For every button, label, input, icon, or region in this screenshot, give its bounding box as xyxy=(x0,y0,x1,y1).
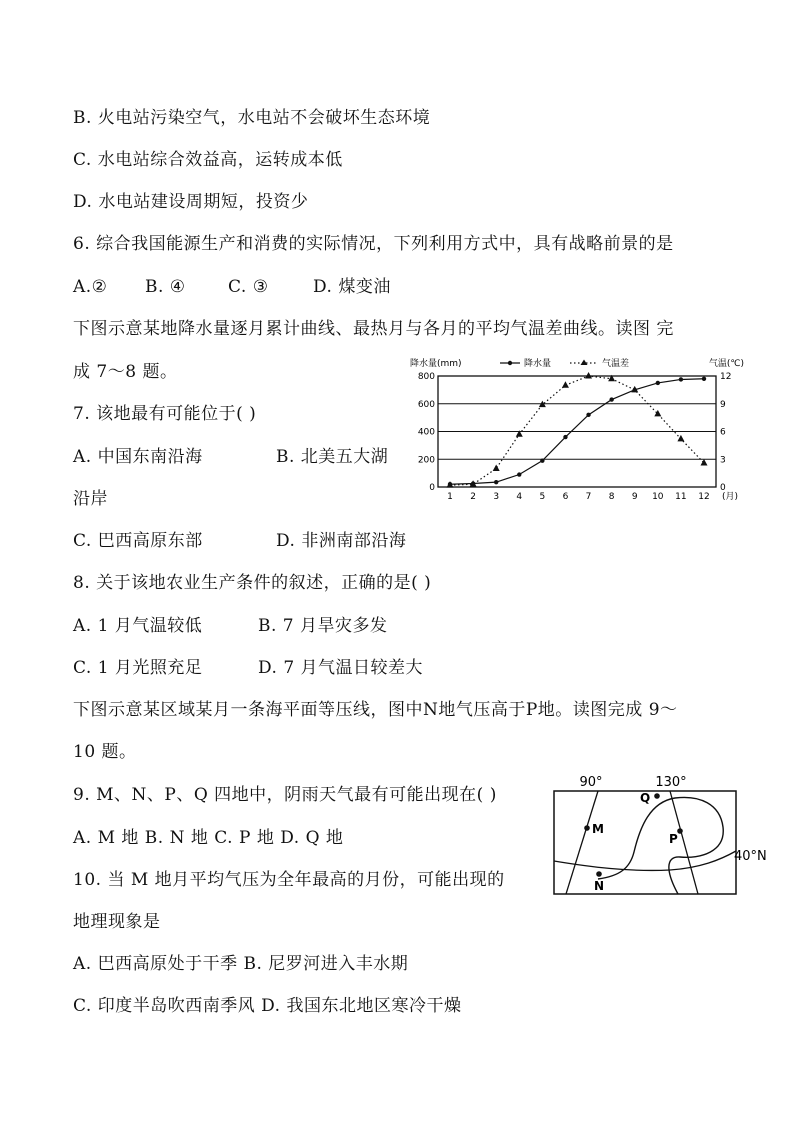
question-7: 7. 该地最有可能位于( ) xyxy=(73,404,257,424)
x-tick-label: 5 xyxy=(539,492,546,502)
point-q-label: Q xyxy=(640,791,651,805)
q8-option-c: C. 1 月光照充足 xyxy=(73,658,203,678)
question-10-options-ab: A. 巴西高原处于干季 B. 尼罗河进入丰水期 xyxy=(73,954,409,974)
q8-option-b: B. 7 月旱灾多发 xyxy=(258,616,388,636)
isobar-map xyxy=(550,772,780,900)
x-tick-label: 2 xyxy=(470,492,476,502)
point-p-dot xyxy=(677,828,683,834)
precip-point xyxy=(609,397,613,401)
question-9: 9. M、N、P、Q 四地中，阴雨天气最有可能出现在( ) xyxy=(73,785,497,805)
option-c-line: C. 水电站综合效益高，运转成本低 xyxy=(73,150,343,170)
legend-tempdiff-marker xyxy=(581,360,588,366)
lat-label-40n: 40°N xyxy=(734,849,767,864)
isobar-line xyxy=(598,797,723,894)
option-d-line: D. 水电站建设周期短，投资少 xyxy=(73,192,309,212)
precip-point xyxy=(656,381,660,385)
q6-option-b: B. ④ xyxy=(145,277,186,297)
point-p-label: P xyxy=(669,832,678,846)
x-tick-label: 12 xyxy=(698,492,710,502)
q6-option-c: C. ③ xyxy=(228,277,269,297)
x-tick-label: 8 xyxy=(608,492,615,502)
tempdiff-point xyxy=(654,410,661,417)
climate-chart xyxy=(408,352,748,504)
q8-option-a: A. 1 月气温较低 xyxy=(73,616,203,636)
y-right-tick-label: 12 xyxy=(720,372,732,382)
precip-point xyxy=(563,435,567,439)
y-right-axis-label: 气温(℃) xyxy=(708,359,744,369)
intro-7-8-line2: 成 7～8 题。 xyxy=(73,362,178,382)
lon-label-130: 130° xyxy=(655,775,687,790)
y-right-tick-label: 9 xyxy=(720,399,726,410)
x-tick-label: 3 xyxy=(493,492,500,502)
tempdiff-point xyxy=(562,381,569,388)
intro-7-8-line1: 下图示意某地降水量逐月累计曲线、最热月与各月的平均气温差曲线。读图 完 xyxy=(73,319,674,339)
x-tick-label: 4 xyxy=(516,492,523,502)
q7-option-c: C. 巴西高原东部 xyxy=(73,531,203,551)
y-left-tick-label: 800 xyxy=(417,372,435,382)
parallel-40n xyxy=(554,851,736,870)
y-right-tick-label: 0 xyxy=(720,483,726,493)
point-q-dot xyxy=(654,793,660,799)
precip-point xyxy=(494,480,498,484)
legend-tempdiff-label: 气温差 xyxy=(602,359,630,369)
q6-option-a: A.② xyxy=(73,277,108,297)
point-n-label: N xyxy=(594,879,605,893)
precip-point xyxy=(517,472,521,476)
question-10-line2: 地理现象是 xyxy=(73,912,161,932)
x-tick-label: 9 xyxy=(631,492,638,502)
series-tempdiff-line xyxy=(450,376,704,485)
precip-point xyxy=(679,377,683,381)
x-tick-label: 10 xyxy=(652,492,664,502)
x-tick-label: 11 xyxy=(675,492,687,502)
y-left-tick-label: 200 xyxy=(417,455,435,466)
question-8: 8. 关于该地农业生产条件的叙述，正确的是( ) xyxy=(73,573,432,593)
point-m-dot xyxy=(584,825,590,831)
q7-option-b: B. 北美五大湖 xyxy=(276,447,389,467)
option-b-line: B. 火电站污染空气，水电站不会破坏生态环境 xyxy=(73,108,431,128)
y-left-tick-label: 0 xyxy=(429,483,435,493)
question-6: 6. 综合我国能源生产和消费的实际情况，下列利用方式中，具有战略前景的是 xyxy=(73,234,674,254)
legend-precip-marker xyxy=(508,361,512,365)
q8-option-d: D. 7 月气温日较差大 xyxy=(258,658,424,678)
map-frame xyxy=(554,791,736,894)
precip-point xyxy=(540,458,544,462)
tempdiff-point xyxy=(493,465,500,472)
precip-point xyxy=(702,377,706,381)
intro-9-10-line2: 10 题。 xyxy=(73,742,137,762)
y-right-tick-label: 6 xyxy=(720,427,726,438)
x-tick-label: 6 xyxy=(562,492,569,502)
lon-label-90: 90° xyxy=(579,775,603,790)
y-left-tick-label: 600 xyxy=(417,399,435,410)
question-9-options: A. M 地 B. N 地 C. P 地 D. Q 地 xyxy=(73,828,344,848)
y-left-tick-label: 400 xyxy=(417,427,435,438)
q6-option-d: D. 煤变油 xyxy=(313,277,391,297)
x-axis-label: (月) xyxy=(722,492,739,502)
q7-option-b-continued: 沿岸 xyxy=(73,489,108,509)
point-m-label: M xyxy=(592,822,604,836)
y-left-axis-label: 降水量(mm) xyxy=(410,359,462,369)
point-n-dot xyxy=(596,871,602,877)
y-right-tick-label: 3 xyxy=(720,455,726,466)
q7-option-a: A. 中国东南沿海 xyxy=(73,447,203,467)
tempdiff-point xyxy=(585,372,592,379)
question-10-options-cd: C. 印度半岛吹西南季风 D. 我国东北地区寒冷干燥 xyxy=(73,996,462,1016)
tempdiff-point xyxy=(701,459,708,466)
intro-9-10-line1: 下图示意某区域某月一条海平面等压线，图中N地气压高于P地。读图完成 9～ xyxy=(73,700,678,720)
legend-precip-label: 降水量 xyxy=(524,359,552,369)
x-tick-label: 7 xyxy=(585,492,592,502)
x-tick-label: 1 xyxy=(447,492,453,502)
question-10-line1: 10. 当 M 地月平均气压为全年最高的月份，可能出现的 xyxy=(73,870,505,890)
q7-option-d: D. 非洲南部沿海 xyxy=(276,531,407,551)
precip-point xyxy=(586,413,590,417)
